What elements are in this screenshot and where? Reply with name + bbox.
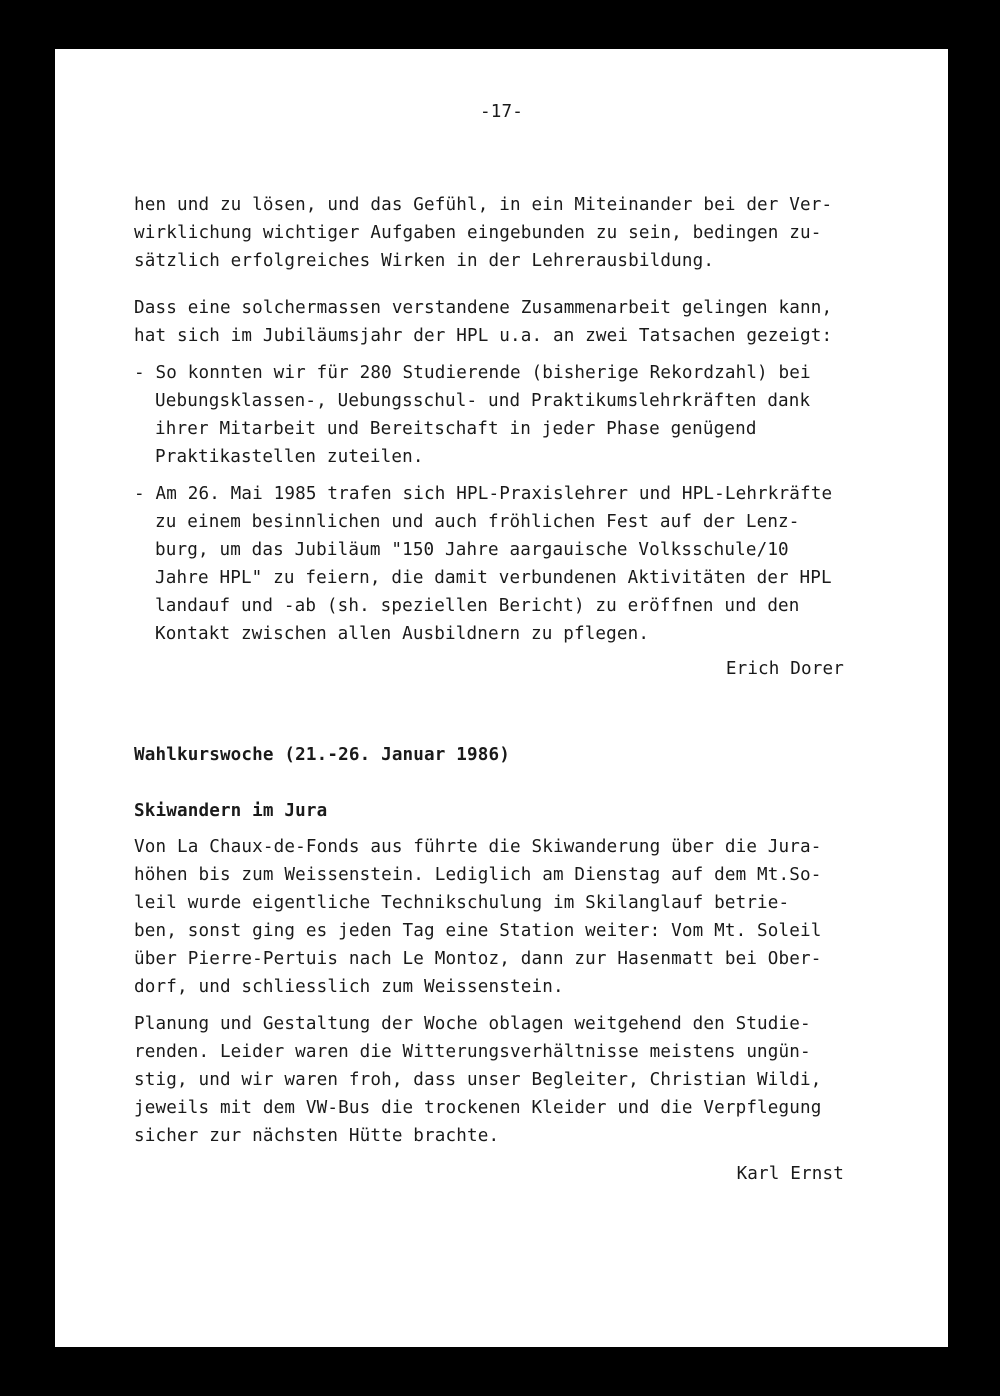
text-line: renden. Leider waren die Witterungsverhältnisse meistens ungün- [134, 1042, 811, 1062]
text-line: dorf, und schliesslich zum Weissenstein. [134, 977, 564, 997]
text-line: leil wurde eigentliche Technikschulung im Skilanglauf betrie- [134, 893, 790, 913]
text-line: sicher zur nächsten Hütte brachte. [134, 1126, 500, 1146]
text-line: Praktikastellen zuteilen. [155, 447, 424, 467]
page-number: -17- [480, 102, 523, 122]
text-line: Uebungsklassen-, Uebungsschul- und Praktikumslehrkräften dank [155, 391, 811, 411]
text-line: wirklichung wichtiger Aufgaben eingebunden zu sein, bedingen zu- [134, 223, 822, 243]
text-line: Dass eine solchermassen verstandene Zusammenarbeit gelingen kann, [134, 298, 833, 318]
signature-erich-dorer: Erich Dorer [725, 659, 844, 679]
text-line: landauf und -ab (sh. speziellen Bericht) zu eröffnen und den [155, 596, 800, 616]
text-line: hen und zu lösen, und das Gefühl, in ein Miteinander bei der Ver- [134, 195, 833, 215]
text-line: ben, sonst ging es jeden Tag eine Station weiter: Vom Mt. Soleil [134, 921, 822, 941]
text-line: stig, und wir waren froh, dass unser Begleiter, Christian Wildi, [134, 1070, 822, 1090]
text-line: burg, um das Jubiläum "150 Jahre aargauische Volksschule/10 [155, 540, 789, 560]
subsection-heading: Skiwandern im Jura [134, 801, 328, 821]
text-line: - Am 26. Mai 1985 trafen sich HPL-Praxislehrer und HPL-Lehrkräfte [134, 484, 833, 504]
text-line: ihrer Mitarbeit und Bereitschaft in jeder Phase genügend [155, 419, 757, 439]
text-line: zu einem besinnlichen und auch fröhlichen Fest auf der Lenz- [155, 512, 800, 532]
text-line: über Pierre-Pertuis nach Le Montoz, dann zur Hasenmatt bei Ober- [134, 949, 822, 969]
text-line: - So konnten wir für 280 Studierende (bisherige Rekordzahl) bei [134, 363, 811, 383]
section-heading: Wahlkurswoche (21.-26. Januar 1986) [134, 745, 510, 765]
text-line: sätzlich erfolgreiches Wirken in der Lehrerausbildung. [134, 251, 715, 271]
text-line: Kontakt zwischen allen Ausbildnern zu pflegen. [155, 624, 650, 644]
text-line: Jahre HPL" zu feiern, die damit verbundenen Aktivitäten der HPL [155, 568, 832, 588]
text-line: Planung und Gestaltung der Woche oblagen weitgehend den Studie- [134, 1014, 811, 1034]
text-line: hat sich im Jubiläumsjahr der HPL u.a. an zwei Tatsachen gezeigt: [134, 326, 833, 346]
text-line: Von La Chaux-de-Fonds aus führte die Skiwanderung über die Jura- [134, 837, 822, 857]
document-page [55, 49, 948, 1347]
text-line: höhen bis zum Weissenstein. Lediglich am Dienstag auf dem Mt.So- [134, 865, 822, 885]
signature-karl-ernst: Karl Ernst [736, 1164, 844, 1184]
text-line: jeweils mit dem VW-Bus die trockenen Kleider und die Verpflegung [134, 1098, 822, 1118]
